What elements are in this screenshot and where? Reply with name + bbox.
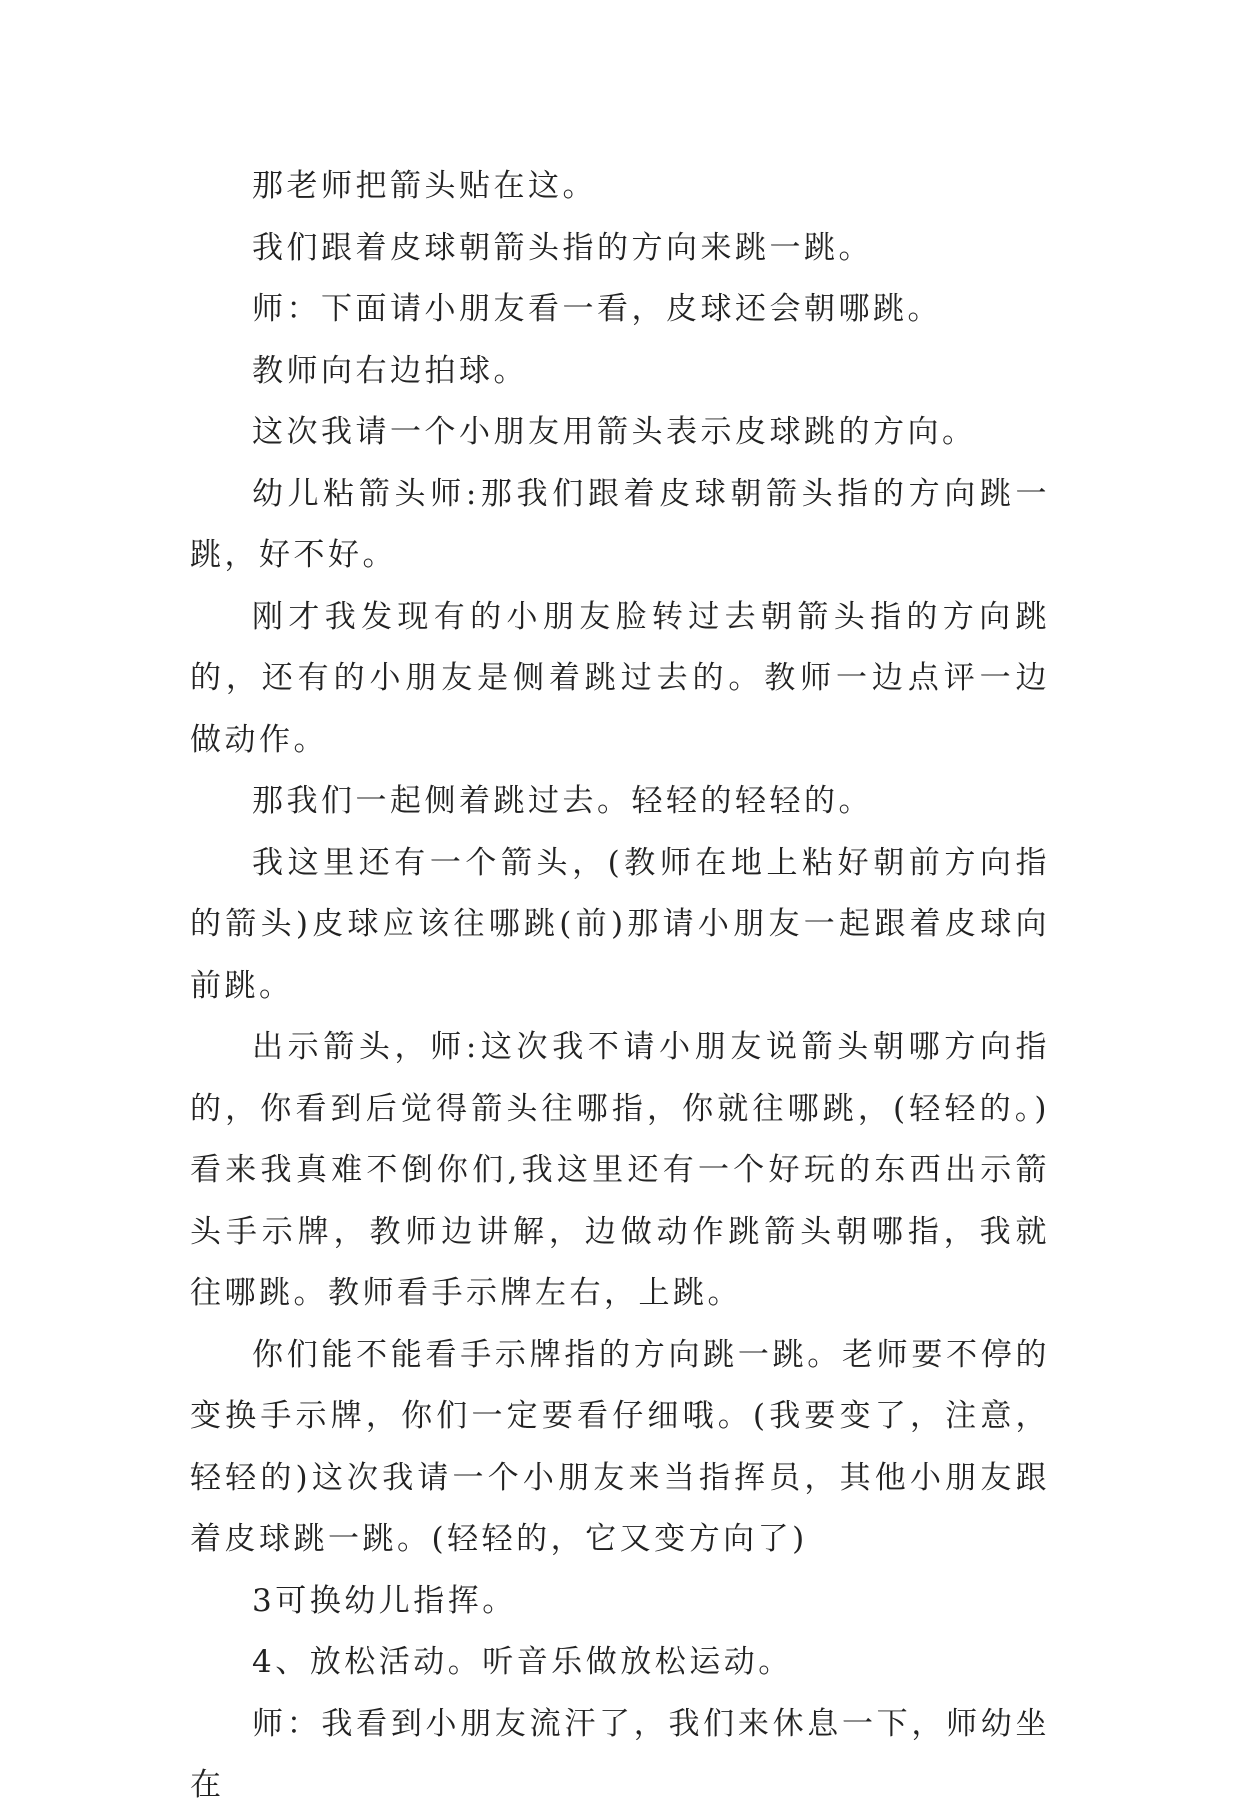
paragraph: 那老师把箭头贴在这。 — [252, 168, 597, 204]
paragraph: 师：我看到小朋友流汗了，我们来休息一下，师幼坐在 — [190, 1705, 1050, 1803]
paragraph: 我这里还有一个箭头，(教师在地上粘好朝前方向指的箭头)皮球应该往哪跳(前)那请小朋友一起跟着皮球向前跳。 — [190, 844, 1050, 1004]
paragraph: 3可换幼儿指挥。 — [252, 1582, 517, 1619]
paragraph: 我们跟着皮球朝箭头指的方向来跳一跳。 — [252, 229, 873, 266]
paragraph: 刚才我发现有的小朋友脸转过去朝箭头指的方向跳的，还有的小朋友是侧着跳过去的。教师一边点评一边做动作。 — [190, 598, 1050, 758]
paragraph: 你们能不能看手示牌指的方向跳一跳。老师要不停的变换手示牌，你们一定要看仔细哦。(我要变了，注意，轻轻的)这次我请一个小朋友来当指挥员，其他小朋友跟着皮球跳一跳。(轻轻的，它又变方向了) — [190, 1336, 1050, 1557]
document-body — [190, 156, 1050, 1817]
paragraph: 出示箭头，师:这次我不请小朋友说箭头朝哪方向指的，你看到后觉得箭头往哪指，你就往哪跳，(轻轻的。)看来我真难不倒你们,我这里还有一个好玩的东西出示箭头手示牌，教师边讲解，边做动作跳箭头朝哪指，我就往哪跳。教师看手示牌左右，上跳。 — [190, 1029, 1050, 1311]
paragraph: 那我们一起侧着跳过去。轻轻的轻轻的。 — [252, 783, 873, 819]
paragraph: 教师向右边拍球。 — [252, 352, 528, 389]
paragraph: 幼儿粘箭头师:那我们跟着皮球朝箭头指的方向跳一跳，好不好。 — [190, 475, 1050, 573]
paragraph: 4、放松活动。听音乐做放松运动。 — [252, 1644, 793, 1680]
paragraph: 这次我请一个小朋友用箭头表示皮球跳的方向。 — [252, 414, 977, 450]
paragraph: 师：下面请小朋友看一看，皮球还会朝哪跳。 — [252, 291, 942, 327]
